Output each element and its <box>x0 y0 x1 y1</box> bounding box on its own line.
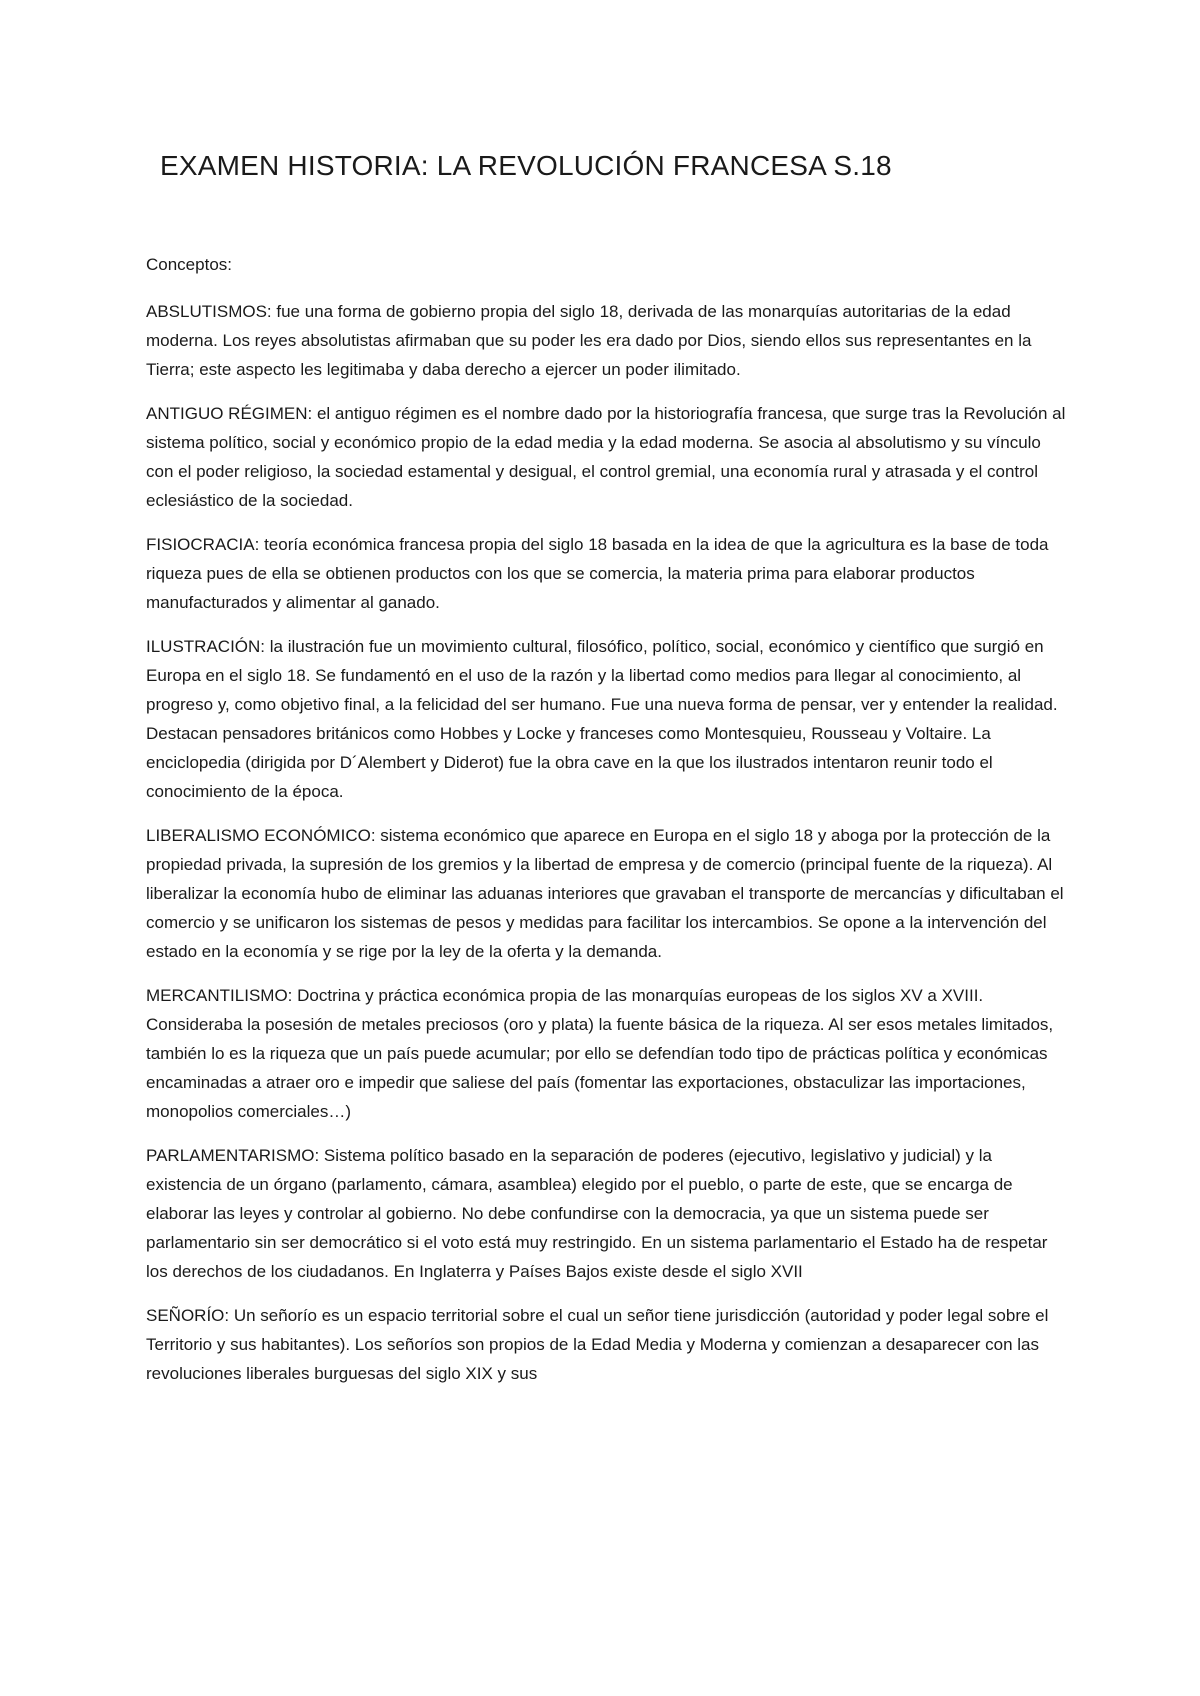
section-label: Conceptos: <box>146 255 232 274</box>
paragraph-ilustracion: ILUSTRACIÓN: la ilustración fue un movimiento cultural, filosófico, político, social, económico y científico que surgió en Europa en el siglo 18. Se fundamentó en el uso de la razón y la libertad como medios para llegar al conocimiento, al progreso y, como objetivo final, a la felicidad del ser humano. Fue una nueva forma de pensar, ver y entender la realidad. Destacan pensadores británicos como Hobbes y Locke y franceses como Montesquieu, Rousseau y Voltaire. La enciclopedia (dirigida por D´Alembert y Diderot) fue la obra cave en la que los ilustrados intentaron reunir todo el conocimiento de la época. <box>146 637 1058 801</box>
paragraph-parlamentarismo: PARLAMENTARISMO: Sistema político basado en la separación de poderes (ejecutivo, legislativo y judicial) y la existencia de un órgano (parlamento, cámara, asamblea) elegido por el pueblo, o parte de este, que se encarga de elaborar las leyes y controlar al gobierno. No debe confundirse con la democracia, ya que un sistema puede ser parlamentario sin ser democrático si el voto está muy restringido. En un sistema parlamentario el Estado ha de respetar los derechos de los ciudadanos. En Inglaterra y Países Bajos existe desde el siglo XVII <box>146 1146 1048 1281</box>
paragraph-absolutismo: ABSLUTISMOS: fue una forma de gobierno propia del siglo 18, derivada de las monarquías autoritarias de la edad moderna. Los reyes absolutistas afirmaban que su poder les era dado por Dios, siendo ellos sus representantes en la Tierra; este aspecto les legitimaba y daba derecho a ejercer un poder ilimitado. <box>146 302 1032 379</box>
paragraph-senorio: SEÑORÍO: Un señorío es un espacio territorial sobre el cual un señor tiene jurisdicción (autoridad y poder legal sobre el Territorio y sus habitantes). Los señoríos son propios de la Edad Media y Moderna y comienzan a desaparecer con las revoluciones liberales burguesas del siglo XIX y sus <box>146 1306 1049 1383</box>
paragraph-fisiocracia: FISIOCRACIA: teoría económica francesa propia del siglo 18 basada en la idea de que la agricultura es la base de toda riqueza pues de ella se obtienen productos con los que se comercia, la materia prima para elaborar productos manufacturados y alimentar al ganado. <box>146 535 1049 612</box>
document-title: EXAMEN HISTORIA: LA REVOLUCIÓN FRANCESA S.18 <box>160 150 892 181</box>
paragraph-mercantilismo: MERCANTILISMO: Doctrina y práctica económica propia de las monarquías europeas de los siglos XV a XVIII. Consideraba la posesión de metales preciosos (oro y plata) la fuente básica de la riqueza. Al ser esos metales limitados, también lo es la riqueza que un país puede acumular; por ello se defendían todo tipo de prácticas política y económicas encaminadas a atraer oro e impedir que saliese del país (fomentar las exportaciones, obstaculizar las importaciones, monopolios comerciales…) <box>146 986 1054 1121</box>
paragraph-liberalismo-economico: LIBERALISMO ECONÓMICO: sistema económico que aparece en Europa en el siglo 18 y aboga por la protección de la propiedad privada, la supresión de los gremios y la libertad de empresa y de comercio (principal fuente de la riqueza). Al liberalizar la economía hubo de eliminar las aduanas interiores que gravaban el transporte de mercancías y dificultaban el comercio y se unificaron los sistemas de pesos y medidas para facilitar los intercambios. Se opone a la intervención del estado en la economía y se rige por la ley de la oferta y la demanda. <box>146 826 1064 961</box>
paragraph-antiguo-regimen: ANTIGUO RÉGIMEN: el antiguo régimen es el nombre dado por la historiografía francesa, que surge tras la Revolución al sistema político, social y económico propio de la edad media y la edad moderna. Se asocia al absolutismo y su vínculo con el poder religioso, la sociedad estamental y desigual, el control gremial, una economía rural y atrasada y el control eclesiástico de la sociedad. <box>146 404 1066 510</box>
document-body <box>146 297 1066 1403</box>
